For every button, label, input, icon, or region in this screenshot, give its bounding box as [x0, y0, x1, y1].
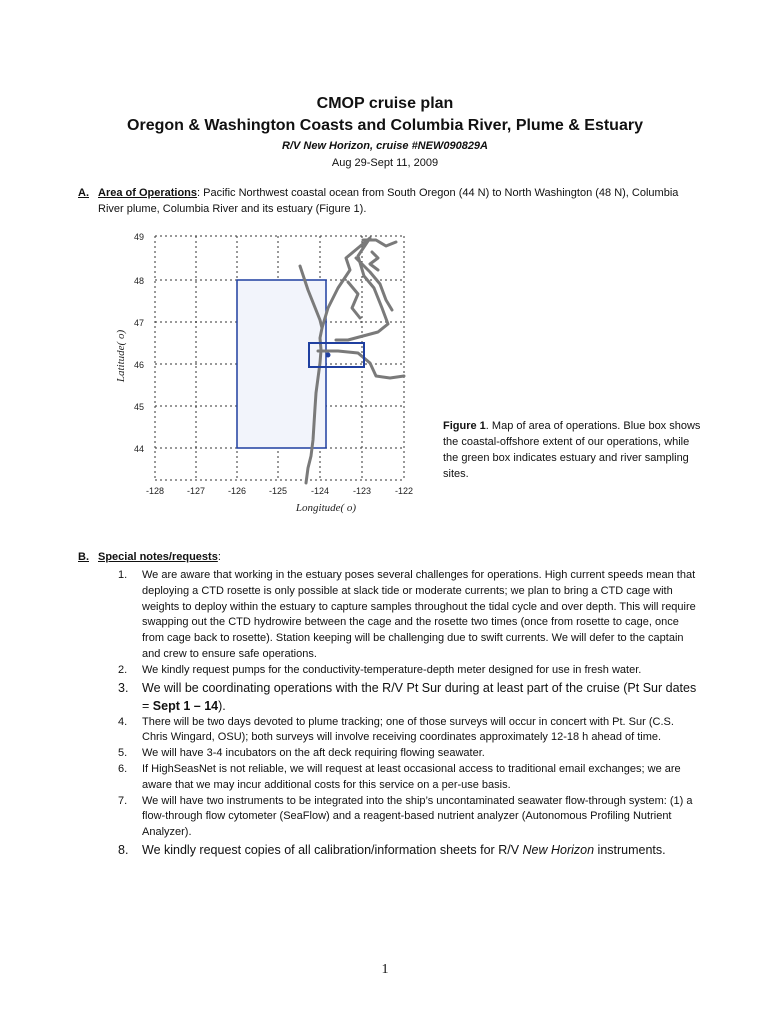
section-a-heading: Area of Operations: [98, 187, 198, 199]
list-item-text: We will have 3-4 incubators on the aft deck requiring flowing seawater.: [142, 747, 485, 760]
list-item-number: 4.: [118, 715, 128, 728]
x-axis-label: Longitude( o): [295, 502, 357, 514]
list-item-number: 8.: [118, 842, 129, 857]
caption-label: Figure 1: [443, 420, 486, 432]
figure-1-map: [108, 228, 438, 518]
list-item-text: We are aware that working in the estuary poses several challenges for operations. High current speeds mean that deploying a CTD rosette is only possible at slack tide or moderate currents; we plan to bring a CTD cage with weights to deploy within the estuary to capture samples throughout the tidal cycle and over depth. This will require swapping out the CTD hydrowire between the cage and the rosette two times (once from rosette to cage, once from cage back to rosette). Station keeping will be challenging due to swift currents. We will defer to the captain and crew to ensure safe operations.: [142, 569, 696, 660]
x-tick-128: -128: [145, 486, 165, 496]
figure-caption: [443, 418, 705, 482]
y-tick-44: 44: [133, 444, 144, 454]
list-item: [98, 841, 698, 859]
requests-list: [98, 568, 698, 859]
list-item-bold: Sept 1 – 14: [152, 698, 219, 713]
station-marker: [326, 353, 331, 358]
list-item-number: 7.: [118, 794, 128, 807]
list-item: [98, 794, 698, 841]
list-item: [98, 679, 698, 715]
x-tick-125: -125: [268, 486, 288, 496]
list-item-text: We kindly request copies of all calibration/information sheets for R/V: [142, 842, 523, 857]
doc-title: CMOP cruise plan: [316, 95, 454, 112]
vessel-cruise: R/V New Horizon, cruise #NEW090829A: [281, 140, 488, 152]
list-item-text: We kindly request pumps for the conductivity-temperature-depth meter designed for use in fresh water.: [142, 663, 642, 676]
list-item: [98, 762, 698, 794]
list-item-text: If HighSeasNet is not reliable, we will request at least occasional access to traditional email exchanges; we are aware that we may incur additional costs for this service on a per-use basis.: [142, 762, 681, 791]
page-number: 1: [381, 962, 389, 977]
x-tick-122: -122: [394, 486, 414, 496]
list-item-text-end: ).: [218, 698, 226, 713]
y-tick-49: 49: [133, 232, 144, 242]
caption-text: . Map of area of operations. Blue box shows the coastal-offshore extent of our operations, while the green box indicates estuary and river sampling sites.: [443, 420, 701, 480]
list-item: [98, 715, 698, 747]
list-item: [98, 663, 698, 679]
section-b-heading: Special notes/requests: [98, 551, 218, 563]
list-item-number: 2.: [118, 663, 128, 676]
section-b-colon: :: [217, 551, 221, 563]
list-item: [98, 746, 698, 762]
cruise-dates: Aug 29-Sept 11, 2009: [331, 157, 439, 169]
list-item: [98, 568, 698, 663]
x-tick-126: -126: [227, 486, 247, 496]
list-item-text-end: instruments.: [594, 842, 666, 857]
list-item-italic: New Horizon: [522, 842, 595, 857]
section-a-text: : Pacific Northwest coastal ocean from South Oregon (44 N) to North Washington (48 N), Columbia River plume, Columbia River and its estuary (Figure 1).: [98, 187, 679, 215]
list-item-number: 6.: [118, 762, 128, 775]
section-b-heading-line: [78, 551, 698, 563]
list-item-number: 5.: [118, 747, 128, 760]
x-tick-124: -124: [310, 486, 330, 496]
section-a: [78, 185, 688, 217]
y-tick-46: 46: [133, 360, 144, 370]
doc-subtitle: Oregon & Washington Coasts and Columbia River, Plume & Estuary: [127, 117, 643, 134]
y-tick-47: 47: [133, 318, 144, 328]
list-item-number: 3.: [118, 680, 129, 695]
list-item-text: We will be coordinating operations with the R/V Pt Sur during at least part of the cruise (Pt Sur dates =: [142, 680, 697, 713]
y-axis-label: Latitude( o): [115, 329, 127, 383]
section-b-letter: B.: [78, 551, 89, 563]
list-item-text: There will be two days devoted to plume tracking; one of those surveys will occur in concert with Pt. Sur (C.S. Chris Wingard, OSU); both surveys will involve receiving coordinates approximately 12-18 h ahead of time.: [142, 715, 674, 744]
list-item-number: 1.: [118, 569, 128, 581]
x-tick-123: -123: [352, 486, 372, 496]
list-item-text: We will have two instruments to be integrated into the ship’s uncontaminated seawater flow-through system: (1) a flow-through flow cytometer (SeaFlow) and a reagent-based nutrient analyzer (Autonomous Profiling Nutrient Analyzer).: [142, 794, 693, 839]
y-tick-48: 48: [133, 276, 144, 286]
y-tick-45: 45: [133, 402, 144, 412]
section-a-letter: A.: [78, 187, 89, 199]
x-tick-127: -127: [186, 486, 206, 496]
